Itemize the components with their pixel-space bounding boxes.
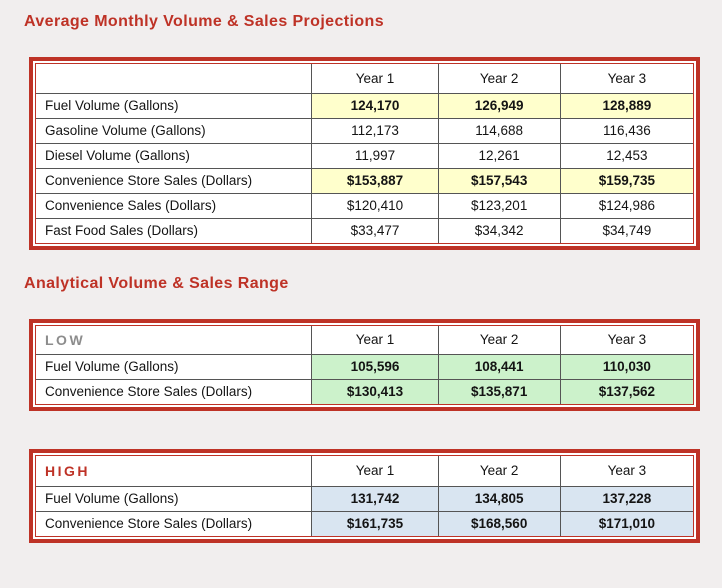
- row-label: Convenience Store Sales (Dollars): [36, 379, 312, 404]
- value-cell: $157,543: [438, 168, 560, 193]
- low-table-inner-border: [35, 325, 694, 405]
- high-year2-header: Year 2: [438, 456, 560, 486]
- value-cell: 12,453: [560, 143, 693, 168]
- projections-table: [36, 64, 693, 243]
- table-row: [36, 93, 693, 118]
- value-cell: 124,170: [312, 93, 438, 118]
- value-cell: 11,997: [312, 143, 438, 168]
- high-year3-header: Year 3: [560, 456, 693, 486]
- value-cell: 112,173: [312, 118, 438, 143]
- row-label: Convenience Store Sales (Dollars): [36, 168, 312, 193]
- value-cell: 128,889: [560, 93, 693, 118]
- value-cell: $171,010: [560, 511, 693, 536]
- table-row: [36, 118, 693, 143]
- value-cell: $137,562: [560, 379, 693, 404]
- table-row: [36, 486, 693, 511]
- value-cell: $161,735: [312, 511, 438, 536]
- value-cell: 134,805: [438, 486, 560, 511]
- projections-year2-header: Year 2: [438, 64, 560, 93]
- value-cell: $135,871: [438, 379, 560, 404]
- value-cell: $120,410: [312, 193, 438, 218]
- row-label: Convenience Store Sales (Dollars): [36, 511, 312, 536]
- projections-table-frame: [29, 57, 700, 250]
- low-year2-header: Year 2: [438, 326, 560, 354]
- row-label: Fuel Volume (Gallons): [36, 354, 312, 379]
- value-cell: $34,342: [438, 218, 560, 243]
- value-cell: 114,688: [438, 118, 560, 143]
- value-cell: $130,413: [312, 379, 438, 404]
- value-cell: 126,949: [438, 93, 560, 118]
- row-label: Gasoline Volume (Gallons): [36, 118, 312, 143]
- projections-table-inner-border: [35, 63, 694, 244]
- row-label: Fuel Volume (Gallons): [36, 486, 312, 511]
- value-cell: $123,201: [438, 193, 560, 218]
- table-row: [36, 168, 693, 193]
- row-label: Fuel Volume (Gallons): [36, 93, 312, 118]
- low-table: [36, 326, 693, 404]
- value-cell: 105,596: [312, 354, 438, 379]
- high-year1-header: Year 1: [312, 456, 438, 486]
- row-label: Diesel Volume (Gallons): [36, 143, 312, 168]
- table-row: [36, 218, 693, 243]
- value-cell: 116,436: [560, 118, 693, 143]
- range-section-title: Analytical Volume & Sales Range: [24, 275, 289, 292]
- value-cell: 137,228: [560, 486, 693, 511]
- value-cell: 12,261: [438, 143, 560, 168]
- value-cell: $168,560: [438, 511, 560, 536]
- high-table: [36, 456, 693, 536]
- projections-header-row: [36, 64, 693, 93]
- low-year1-header: Year 1: [312, 326, 438, 354]
- value-cell: $34,749: [560, 218, 693, 243]
- row-label: Fast Food Sales (Dollars): [36, 218, 312, 243]
- value-cell: $124,986: [560, 193, 693, 218]
- high-corner-cell: HIGH: [36, 456, 312, 486]
- value-cell: 131,742: [312, 486, 438, 511]
- low-header-row: [36, 326, 693, 354]
- projections-corner-cell: [36, 64, 312, 93]
- low-year3-header: Year 3: [560, 326, 693, 354]
- table-row: [36, 143, 693, 168]
- table-row: [36, 354, 693, 379]
- projections-year3-header: Year 3: [560, 64, 693, 93]
- table-row: [36, 511, 693, 536]
- value-cell: 110,030: [560, 354, 693, 379]
- value-cell: $153,887: [312, 168, 438, 193]
- low-corner-cell: LOW: [36, 326, 312, 354]
- projections-section-title: Average Monthly Volume & Sales Projections: [24, 13, 385, 30]
- value-cell: $33,477: [312, 218, 438, 243]
- table-row: [36, 379, 693, 404]
- row-label: Convenience Sales (Dollars): [36, 193, 312, 218]
- table-row: [36, 193, 693, 218]
- high-table-inner-border: [35, 455, 694, 537]
- high-header-row: [36, 456, 693, 486]
- high-table-frame: [29, 449, 700, 543]
- value-cell: $159,735: [560, 168, 693, 193]
- low-table-frame: [29, 319, 700, 411]
- value-cell: 108,441: [438, 354, 560, 379]
- projections-year1-header: Year 1: [312, 64, 438, 93]
